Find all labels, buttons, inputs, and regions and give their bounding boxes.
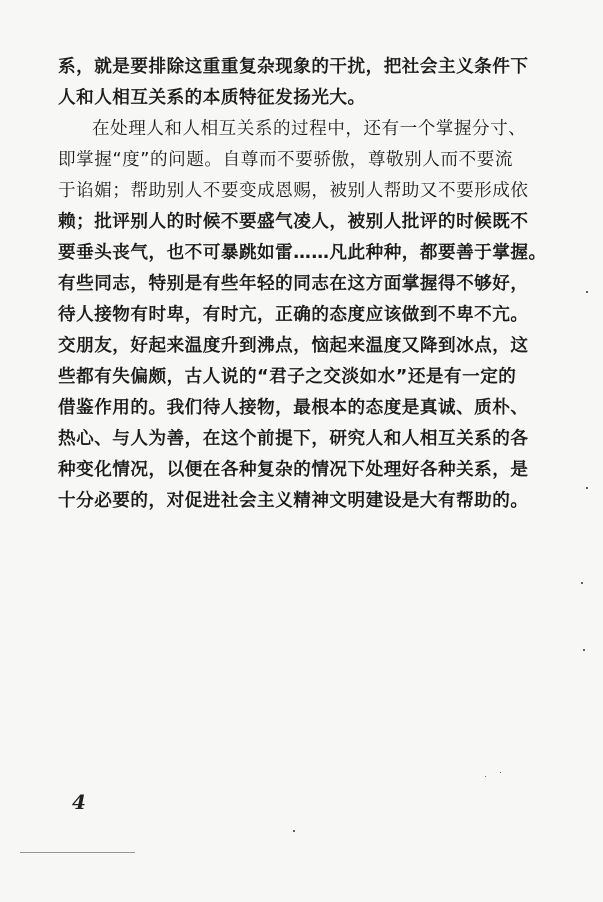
text-line: 热心、与人为善，在这个前提下，研究人和人相互关系的各 <box>58 429 529 449</box>
bottom-scan-line <box>20 852 135 853</box>
scan-speck <box>586 291 588 293</box>
page-number: 4 <box>72 790 86 814</box>
text-line: 待人接物有时卑，有时亢，正确的态度应该做到不卑不亢。 <box>58 305 529 325</box>
text-line: 借鉴作用的。我们待人接物，最根本的态度是真诚、质朴、 <box>58 398 529 418</box>
text-line: 种变化情况，以便在各种复杂的情况下处理好各种关系，是 <box>58 460 529 480</box>
text-line: 要垂头丧气，也不可暴跳如雷……凡此种种，都要善于掌握。 <box>58 243 547 263</box>
text-line: 人和人相互关系的本质特征发扬光大。 <box>58 88 366 108</box>
scan-speck <box>500 772 501 773</box>
text-line: 些都有失偏颇，古人说的“君子之交淡如水”还是有一定的 <box>58 367 517 387</box>
scan-speck <box>583 649 585 651</box>
text-line: 系，就是要排除这重重复杂现象的干扰，把社会主义条件下 <box>58 57 529 77</box>
text-line: 十分必要的，对促进社会主义精神文明建设是大有帮助的。 <box>58 491 529 511</box>
text-line: 赖；批评别人的时候不要盛气凌人，被别人批评的时候既不 <box>58 212 529 232</box>
text-line: 即掌握“度”的问题。自尊而不要骄傲，尊敬别人而不要流 <box>58 150 513 170</box>
body-text <box>58 52 547 517</box>
scan-speck <box>586 487 588 489</box>
text-line: 有些同志，特别是有些年轻的同志在这方面掌握得不够好， <box>58 274 529 294</box>
scan-speck <box>293 830 295 832</box>
paragraph-first-line: 在处理人和人相互关系的过程中，还有一个掌握分寸、 <box>92 119 527 139</box>
text-line: 交朋友，好起来温度升到沸点，恼起来温度又降到冰点，这 <box>58 336 529 356</box>
scan-speck <box>485 776 486 777</box>
scan-speck <box>581 582 583 584</box>
text-line: 于谄媚；帮助别人不要变成恩赐，被别人帮助又不要形成依 <box>58 181 529 201</box>
